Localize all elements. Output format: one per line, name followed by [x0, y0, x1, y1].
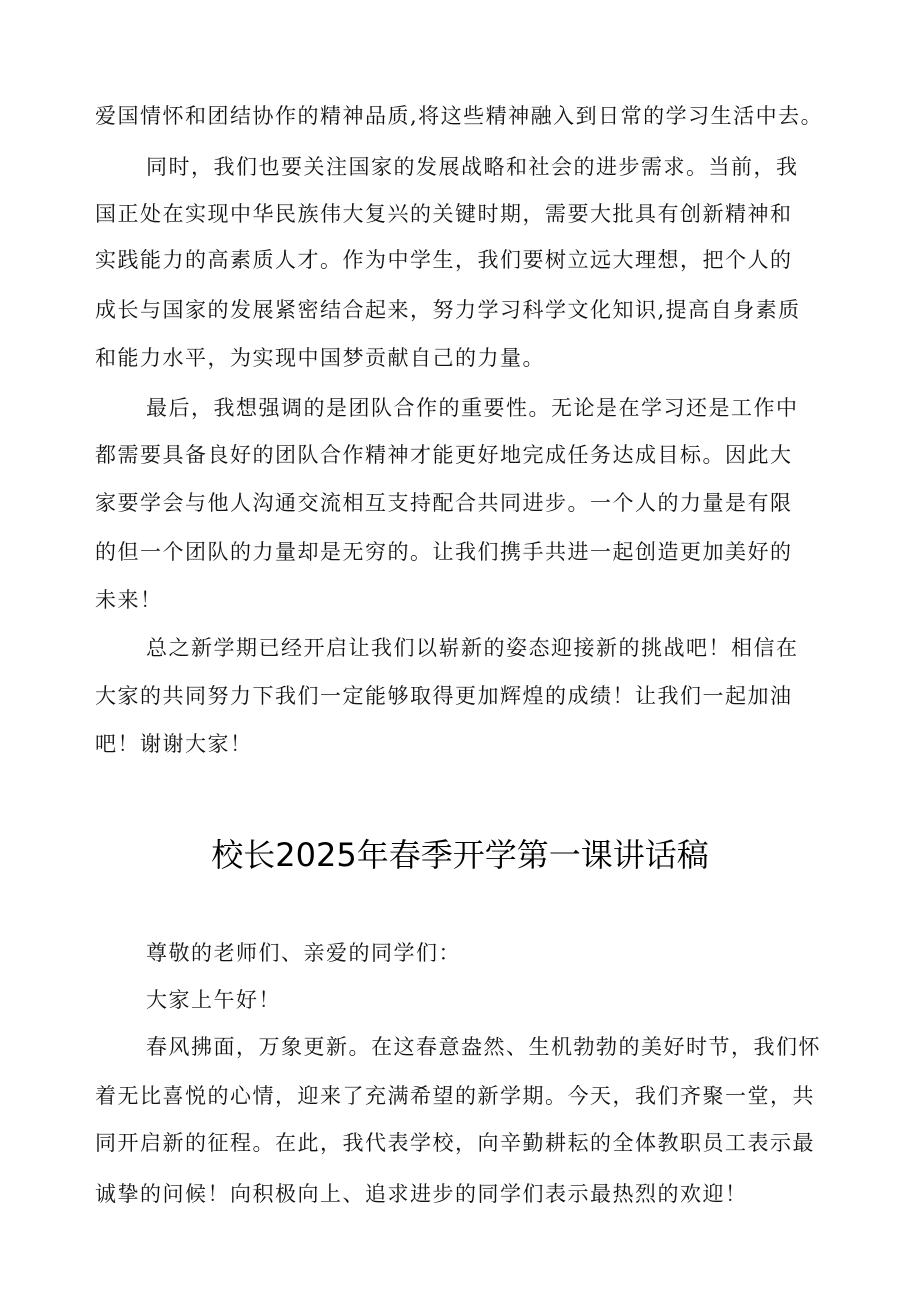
paragraph-line: 同开启新的征程。在此，我代表学校，向辛勤耕耘的全体教职员工表示最: [95, 1131, 815, 1155]
paragraph-line: 春风拂面，万象更新。在这春意盎然、生机勃勃的美好时节，我们怀: [146, 1035, 821, 1059]
paragraph-line: 大家的共同努力下我们一定能够取得更加辉煌的成绩！让我们一起加油: [95, 684, 793, 708]
greeting: 大家上午好！: [146, 988, 281, 1012]
paragraph-line: 都需要具备良好的团队合作精神才能更好地完成任务达成目标。因此大: [95, 443, 793, 467]
paragraph-line: 爱国情怀和团结协作的精神品质,将这些精神融入到日常的学习生活中去。: [95, 104, 824, 128]
paragraph-line: 的但一个团队的力量却是无穷的。让我们携手共进一起创造更加美好的: [95, 540, 793, 564]
paragraph-line: 国正处在实现中华民族伟大复兴的关键时期，需要大批具有创新精神和: [95, 202, 793, 226]
salutation: 尊敬的老师们、亲爱的同学们：: [146, 941, 461, 965]
document-title: 校长2025年春季开学第一课讲话稿: [211, 836, 709, 874]
paragraph-line: 着无比喜悦的心情，迎来了充满希望的新学期。今天，我们齐聚一堂，共: [95, 1084, 815, 1108]
paragraph-line: 未来！: [95, 588, 163, 612]
paragraph-line: 实践能力的高素质人才。作为中学生，我们要树立远大理想，把个人的: [95, 248, 793, 272]
paragraph-line: 吧！谢谢大家！: [95, 732, 253, 756]
paragraph-line: 总之新学期已经开启让我们以崭新的姿态迎接新的挑战吧！相信在: [146, 636, 799, 660]
paragraph-line: 同时，我们也要关注国家的发展战略和社会的进步需求。当前，我: [146, 155, 799, 179]
paragraph-line: 和能力水平，为实现中国梦贡献自己的力量。: [95, 346, 545, 370]
paragraph-line: 诚挚的问候！向积极向上、追求进步的同学们表示最热烈的欢迎！: [95, 1182, 748, 1206]
paragraph-line: 成长与国家的发展紧密结合起来，努力学习科学文化知识,提高自身素质: [95, 298, 801, 322]
paragraph-line: 最后，我想强调的是团队合作的重要性。无论是在学习还是工作中: [146, 396, 799, 420]
paragraph-line: 家要学会与他人沟通交流相互支持配合共同进步。一个人的力量是有限: [95, 491, 793, 515]
